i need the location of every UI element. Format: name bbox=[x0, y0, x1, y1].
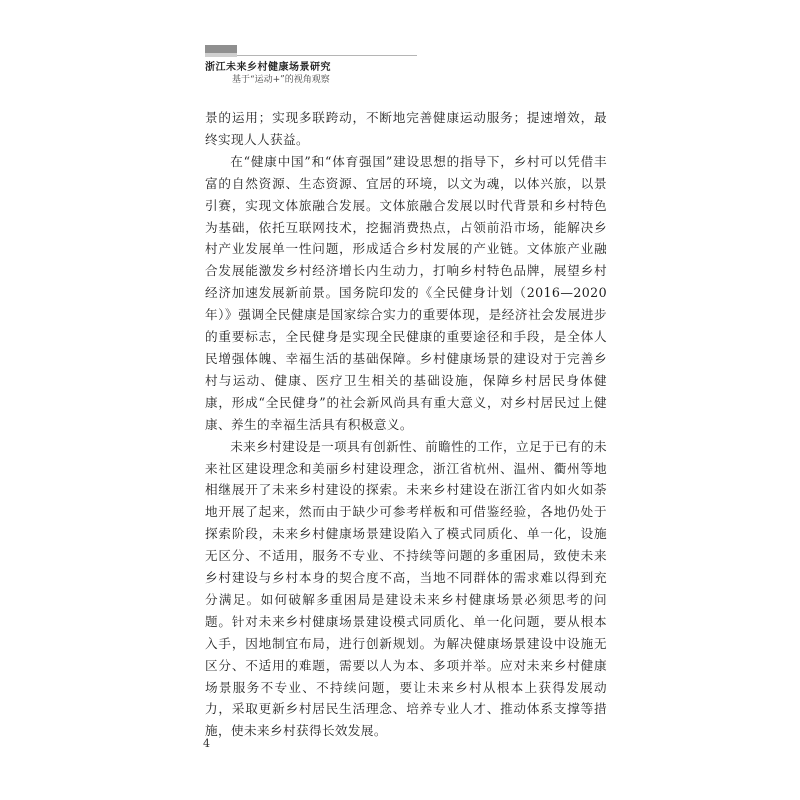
body-text bbox=[205, 107, 607, 742]
header-decoration-bar bbox=[205, 45, 237, 53]
paragraph-continuation: 景的运用；实现多联跨动，不断地完善健康运动服务；提速增效，最终实现人人获益。 bbox=[205, 110, 607, 147]
header-rule bbox=[237, 55, 417, 56]
paragraph: 在“健康中国”和“体育强国”建设思想的指导下，乡村可以凭借丰富的自然资源、生态资源、宜居的环境，以文为魂，以体兴旅，以景引赛，实现文体旅融合发展。文体旅融合发展以时代背景和乡村特色为基础，依托互联网技术，挖掘消费热点，占领前沿市场，能解决乡村产业发展单一性问题，形成适合乡村发展的产业链。文体旅产业融合发展能激发乡村经济增长内生动力，打响乡村特色品牌，展望乡村经济加速发展新前景。国务院印发的《全民健身计划（2016—2020年）》强调全民健康是国家综合实力的重要体现，是经济社会发展进步的重要标志，全民健身是实现全民健康的重要途径和手段，是全体人民增强体魄、幸福生活的基础保障。乡村健康场景的建设对于完善乡村与运动、健康、医疗卫生相关的基础设施，保障乡村居民身体健康，形成“全民健身”的社会新风尚具有重大意义，对乡村居民过上健康、养生的幸福生活具有积极意义。 bbox=[205, 153, 607, 432]
paragraph: 未来乡村建设是一项具有创新性、前瞻性的工作，立足于已有的未来社区建设理念和美丽乡村建设理念，浙江省杭州、温州、衢州等地相继展开了未来乡村建设的探索。未来乡村建设在浙江省内如火如荼地开展了起来，然而由于缺少可参考样板和可借鉴经验，各地仍处于探索阶段，未来乡村健康场景建设陷入了模式同质化、单一化，设施无区分、不适用，服务不专业、不持续等问题的多重困局，致使未来乡村建设与乡村本身的契合度不高，当地不同群体的需求难以得到充分满足。如何破解多重困局是建设未来乡村健康场景必须思考的问题。针对未来乡村健康场景建设模式同质化、单一化问题，要从根本入手，因地制宜布局，进行创新规划。为解决健康场景建设中设施无区分、不适用的难题，需要以人为本、多项并举。应对未来乡村健康场景服务不专业、不持续问题，要让未来乡村从根本上获得发展动力，采取更新乡村居民生活理念、培养专业人才、推动体系支撑等措施，使未来乡村获得长效发展。 bbox=[205, 438, 608, 739]
running-header-title: 浙江未来乡村健康场景研究 bbox=[205, 62, 331, 73]
running-header-subtitle: 基于“运动+”的视角观察 bbox=[232, 75, 330, 85]
page-number: 4 bbox=[203, 737, 210, 750]
header-decoration-bar-light bbox=[205, 53, 237, 57]
